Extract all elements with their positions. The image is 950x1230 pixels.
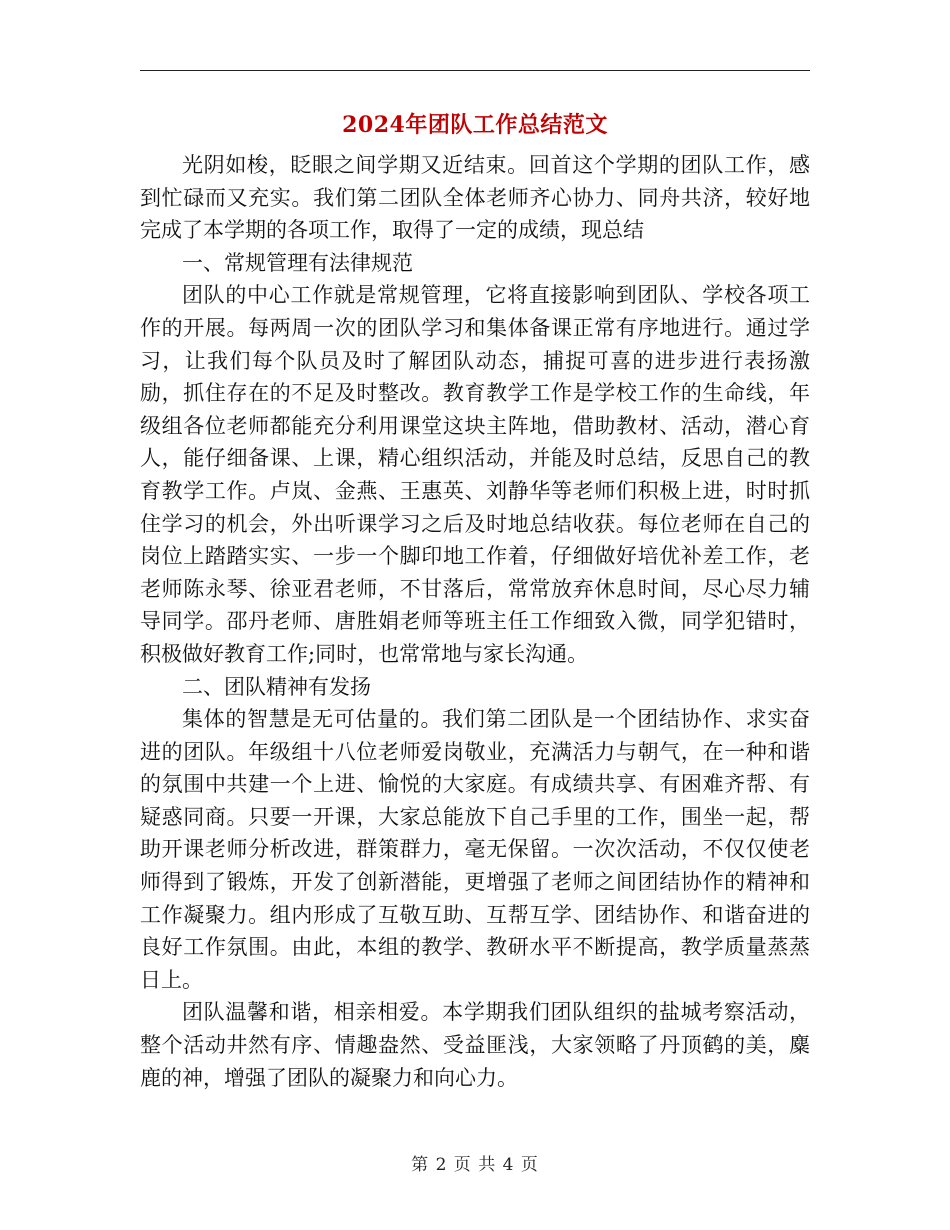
- document-body: [140, 149, 810, 1094]
- document-title: 2024年团队工作总结范文: [342, 112, 608, 138]
- paragraph-team-harmony: 团队温馨和谐，相亲相爱。本学期我们团队组织的盐城考察活动，整个活动井然有序、情趣盎然、受益匪浅，大家领略了丹顶鹤的美，麋鹿的神，增强了团队的凝聚力和向心力。: [140, 1000, 810, 1090]
- section-heading-1: 一、常规管理有法律规范: [182, 250, 413, 275]
- section-heading-2: 二、团队精神有发扬: [182, 674, 371, 699]
- header-rule: [140, 70, 810, 71]
- paragraph-team-spirit: 集体的智慧是无可估量的。我们第二团队是一个团结协作、求实奋进的团队。年级组十八位老师爱岗敬业，充满活力与朝气，在一种和谐的氛围中共建一个上进、愉悦的大家庭。有成绩共享、有困难齐帮、有疑惑同商。只要一开课，大家总能放下自己手里的工作，围坐一起，帮助开课老师分析改进，群策群力，毫无保留。一次次活动，不仅仅使老师得到了锻炼，开发了创新潜能，更增强了老师之间团结协作的精神和工作凝聚力。组内形成了互敬互助、互帮互学、团结协作、和谐奋进的良好工作氛围。由此，本组的教学、教研水平不断提高，教学质量蒸蒸日上。: [140, 707, 810, 992]
- paragraph-routine-management: 团队的中心工作就是常规管理，它将直接影响到团队、学校各项工作的开展。每两周一次的团队学习和集体备课正常有序地进行。通过学习，让我们每个队员及时了解团队动态，捕捉可喜的进步进行表扬激励，抓住存在的不足及时整改。教育教学工作是学校工作的生命线，年级组各位老师都能充分利用课堂这块主阵地，借助教材、活动，潜心育人，能仔细备课、上课，精心组织活动，并能及时总结，反思自己的教育教学工作。卢岚、金燕、王惠英、刘静华等老师们积极上进，时时抓住学习的机会，外出听课学习之后及时地总结收获。每位老师在自己的岗位上踏踏实实、一步一个脚印地工作着，仔细做好培优补差工作，老老师陈永琴、徐亚君老师，不甘落后，常常放弃休息时间，尽心尽力辅导同学。邵丹老师、唐胜娟老师等班主任工作细致入微，同学犯错时，积极做好教育工作;同时，也常常地与家长沟通。: [140, 283, 810, 666]
- paragraph-intro: 光阴如梭，眨眼之间学期又近结束。回首这个学期的团队工作，感到忙碌而又充实。我们第二团队全体老师齐心协力、同舟共济，较好地完成了本学期的各项工作，取得了一定的成绩，现总结: [140, 153, 810, 243]
- page-number-footer: 第 2 页 共 4 页: [411, 1155, 539, 1175]
